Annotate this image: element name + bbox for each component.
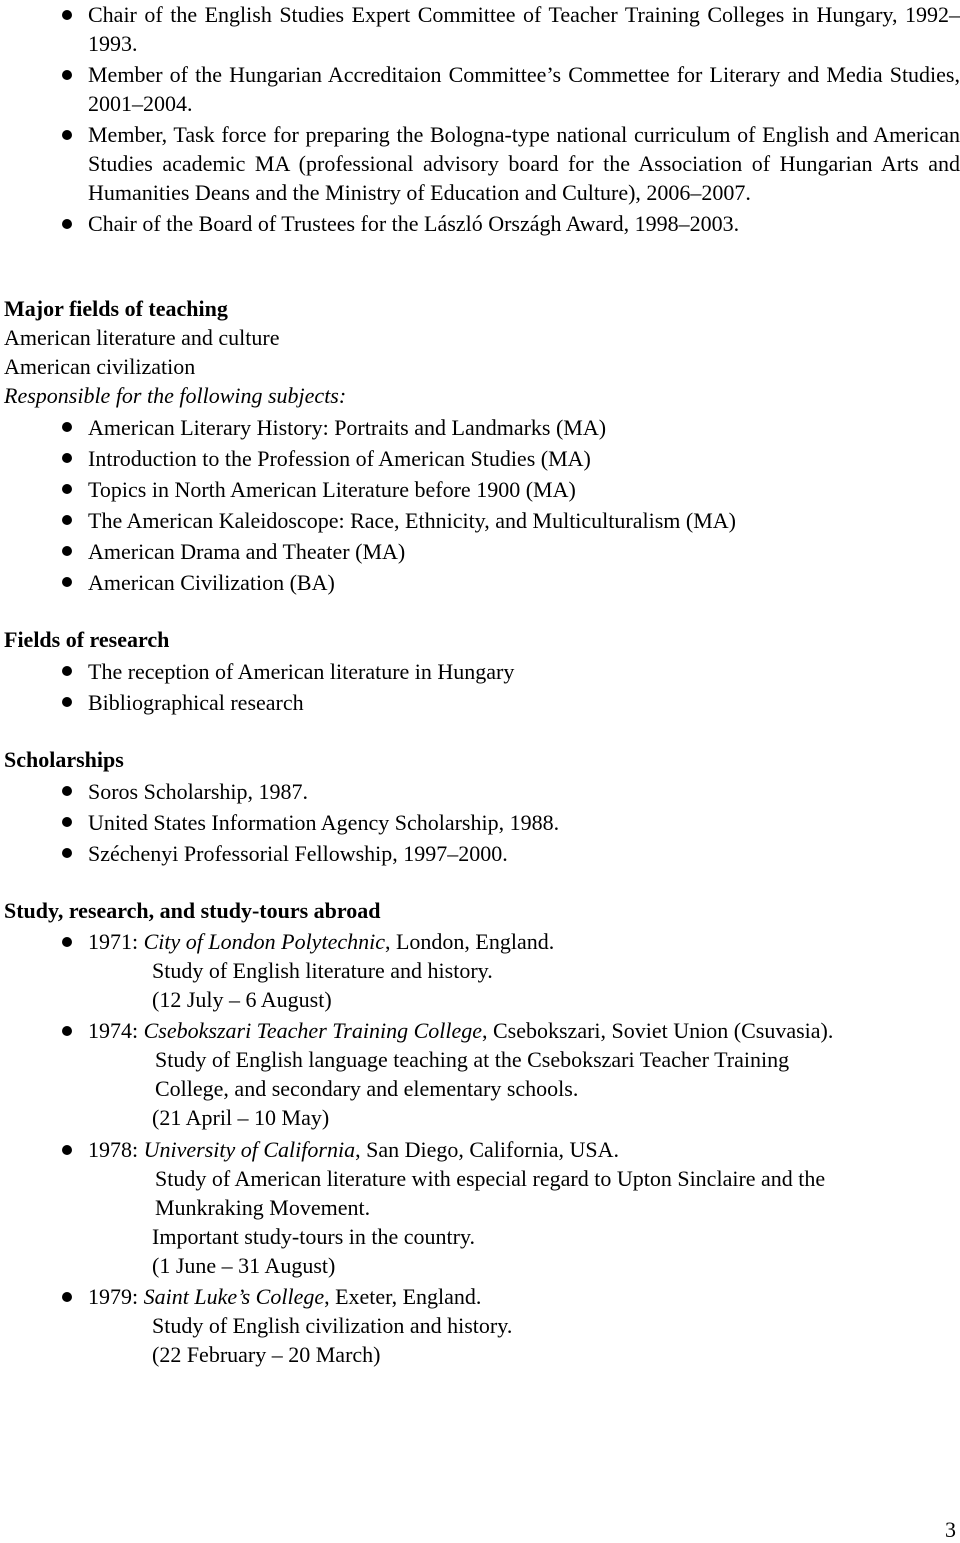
- bullet-icon: [62, 817, 72, 827]
- institution-name: Saint Luke’s College: [143, 1284, 325, 1309]
- institution-name: City of London Polytechnic: [143, 929, 385, 954]
- research-list: [0, 656, 960, 718]
- bullet-icon: [62, 1292, 72, 1302]
- study-detail: College, and secondary and elementary schools.: [155, 1076, 579, 1101]
- list-item: The reception of American literature in Hungary: [0, 656, 960, 687]
- bullet-icon: [62, 1026, 72, 1036]
- list-item: Chair of the Board of Trustees for the László Országh Award, 1998–2003.: [0, 209, 960, 238]
- study-detail: Study of English literature and history.: [152, 958, 493, 983]
- list-item: American Civilization (BA): [0, 567, 960, 598]
- bullet-icon: [62, 484, 72, 494]
- institution-name: University of California: [143, 1137, 356, 1162]
- institution-name: Csebokszari Teacher Training College: [143, 1018, 482, 1043]
- bullet-icon: [62, 848, 72, 858]
- list-item: Széchenyi Professorial Fellowship, 1997–2000.: [0, 838, 960, 869]
- subjects-label: Responsible for the following subjects:: [4, 383, 347, 408]
- list-item: American Drama and Theater (MA): [0, 536, 960, 567]
- list-item: Topics in North American Literature before 1900 (MA): [0, 474, 960, 505]
- study-detail: Study of American literature with especial regard to Upton Sinclaire and the: [155, 1166, 826, 1191]
- study-dates: (12 July – 6 August): [152, 987, 332, 1012]
- bullet-icon: [62, 937, 72, 947]
- teaching-heading: Major fields of teaching: [4, 296, 228, 321]
- teaching-line: American literature and culture: [4, 325, 280, 350]
- bullet-icon: [62, 697, 72, 707]
- study-entry-title: 1974: Csebokszari Teacher Training College, Csebokszari, Soviet Union (Csuvasia).: [0, 1016, 960, 1045]
- study-dates: (22 February – 20 March): [152, 1342, 381, 1367]
- committee-list: [0, 0, 960, 238]
- list-item: Bibliographical research: [0, 687, 960, 718]
- scholarships-heading: Scholarships: [4, 747, 124, 772]
- scholarships-list: [0, 776, 960, 869]
- list-item: The American Kaleidoscope: Race, Ethnicity, and Multiculturalism (MA): [0, 505, 960, 536]
- list-item: United States Information Agency Scholarship, 1988.: [0, 807, 960, 838]
- research-heading: Fields of research: [4, 627, 170, 652]
- bullet-icon: [62, 453, 72, 463]
- study-detail: Study of English civilization and history.: [152, 1313, 513, 1338]
- list-item: Member, Task force for preparing the Bologna-type national curriculum of English and American Studies academic MA (professional advisory board for the Association of Hungarian Arts and Humanities Deans and the Ministry of Education and Culture), 2006–2007.: [0, 120, 960, 207]
- bullet-icon: [62, 546, 72, 556]
- list-item: Chair of the English Studies Expert Committee of Teacher Training Colleges in Hungary, 1992–1993.: [0, 0, 960, 58]
- study-entry-title: 1979: Saint Luke’s College, Exeter, England.: [0, 1282, 960, 1311]
- study-entry: [0, 1282, 960, 1369]
- study-heading: Study, research, and study-tours abroad: [4, 898, 381, 923]
- teaching-line: American civilization: [4, 354, 196, 379]
- bullet-icon: [62, 1145, 72, 1155]
- bullet-icon: [62, 130, 72, 140]
- bullet-icon: [62, 577, 72, 587]
- bullet-icon: [62, 786, 72, 796]
- list-item: Introduction to the Profession of American Studies (MA): [0, 443, 960, 474]
- bullet-icon: [62, 515, 72, 525]
- bullet-icon: [62, 422, 72, 432]
- study-dates: (21 April – 10 May): [152, 1105, 330, 1130]
- study-entry-title: 1971: City of London Polytechnic, London, England.: [0, 927, 960, 956]
- study-detail: Important study-tours in the country.: [152, 1224, 476, 1249]
- subjects-list: [0, 412, 960, 598]
- bullet-icon: [62, 219, 72, 229]
- bullet-icon: [62, 70, 72, 80]
- study-entry: [0, 1016, 960, 1132]
- list-item: Member of the Hungarian Accreditaion Committee’s Commettee for Literary and Media Studies, 2001–2004.: [0, 60, 960, 118]
- bullet-icon: [62, 10, 72, 20]
- list-item: Soros Scholarship, 1987.: [0, 776, 960, 807]
- page-number: 3: [945, 1517, 956, 1542]
- study-detail: Munkraking Movement.: [155, 1195, 371, 1220]
- bullet-icon: [62, 666, 72, 676]
- study-entry: [0, 1135, 960, 1280]
- study-entry-title: 1978: University of California, San Diego, California, USA.: [0, 1135, 960, 1164]
- study-detail: Study of English language teaching at the Csebokszari Teacher Training: [155, 1047, 790, 1072]
- study-entry: [0, 927, 960, 1014]
- list-item: American Literary History: Portraits and Landmarks (MA): [0, 412, 960, 443]
- study-dates: (1 June – 31 August): [152, 1253, 336, 1278]
